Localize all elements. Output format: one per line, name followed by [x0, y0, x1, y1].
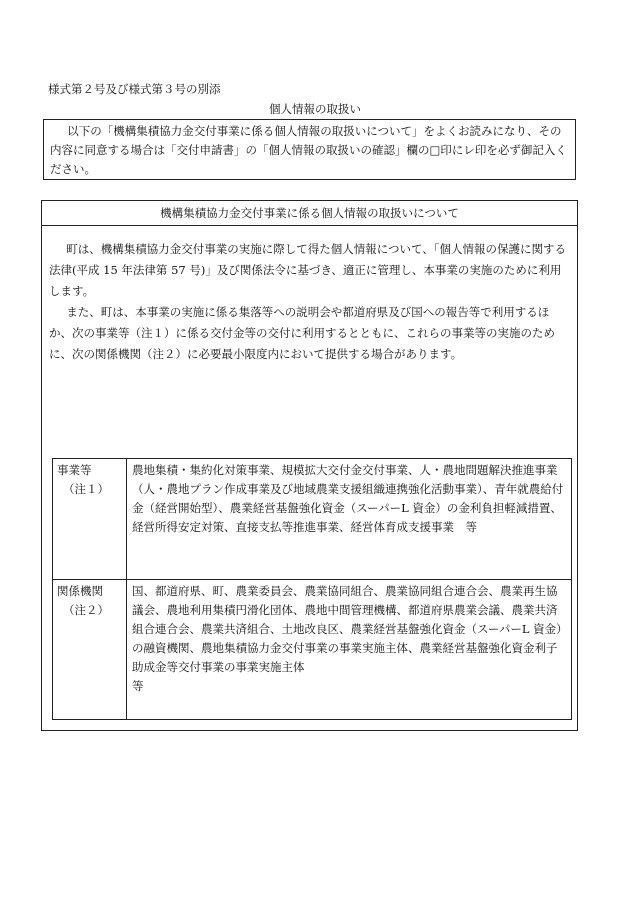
events-label-cell	[53, 459, 127, 580]
policy-heading: 機構集積協力金交付事業に係る個人情報の取扱いについて	[160, 206, 459, 220]
events-content: 農地集積・集約化対策事業、規模拡大交付金交付事業、人・農地問題解決推進事業（人・農地プラン作成事業及び地域農業支援組織連携強化活動事業）、青年就農給付金（経営開始型）、農業経営基盤強化資金（スーパーL 資金）の金利負担軽減措置、経営所得安定対策、直接支払等推進事業、経営体育成支援事業 等	[132, 463, 564, 534]
organizations-content-suffix: 等	[132, 679, 144, 693]
consent-notice-box	[43, 119, 576, 180]
events-note: （注１）	[63, 482, 109, 496]
consent-notice-text: 以下の「機構集積協力金交付事業に係る個人情報の取扱いについて」をよくお読みになり、その内容に同意する場合は「交付申請書」の「個人情報の取扱いの確認」欄の□印にレ印を必ず御記入ください。	[50, 124, 567, 176]
document-title: 個人情報の取扱い	[269, 102, 361, 116]
table-row-organizations	[53, 580, 572, 720]
policy-paragraph-usage: 町は、機構集積協力金交付事業の実施に際して得た個人情報について、「個人情報の保護に関する法律(平成 15 年法律第 57 号)」及び関係法令に基づき、適正に管理し、本事業の実施のために利用します。	[49, 242, 567, 298]
policy-heading-divider	[42, 225, 577, 226]
related-items-table	[52, 458, 572, 720]
organizations-content: 国、都道府県、町、農業委員会、農業協同組合、農業協同組合連合会、農業再生協議会、農地利用集積円滑化団体、農地中間管理機構、都道府県農業会議、農業共済組合連合会、農業共済組合、土地改良区、農業経営基盤強化資金（スーパーL 資金）の融資機関、農地集積協力金交付事業の事業実施主体、農業経営基盤強化資金利子助成金等交付事業の事業実施主体	[132, 584, 562, 674]
policy-paragraph-provision: また、町は、本事業の実施に係る集落等への説明会や都道府県及び国への報告等で利用するほか、次の事業等（注１）に係る交付金等の交付に利用するとともに、これらの事業等の実施のために、次の関係機関（注２）に必要最小限度内において提供する場合があります。	[49, 305, 555, 361]
table-row-events	[53, 459, 572, 580]
organizations-label: 関係機関	[57, 584, 103, 598]
organizations-note: （注２）	[63, 603, 109, 617]
organizations-label-cell	[53, 580, 127, 720]
policy-box	[41, 200, 578, 731]
events-content-cell	[127, 459, 572, 580]
events-label: 事業等	[57, 463, 92, 477]
form-label: 様式第２号及び様式第３号の別添	[48, 82, 221, 96]
organizations-content-cell	[127, 580, 572, 720]
